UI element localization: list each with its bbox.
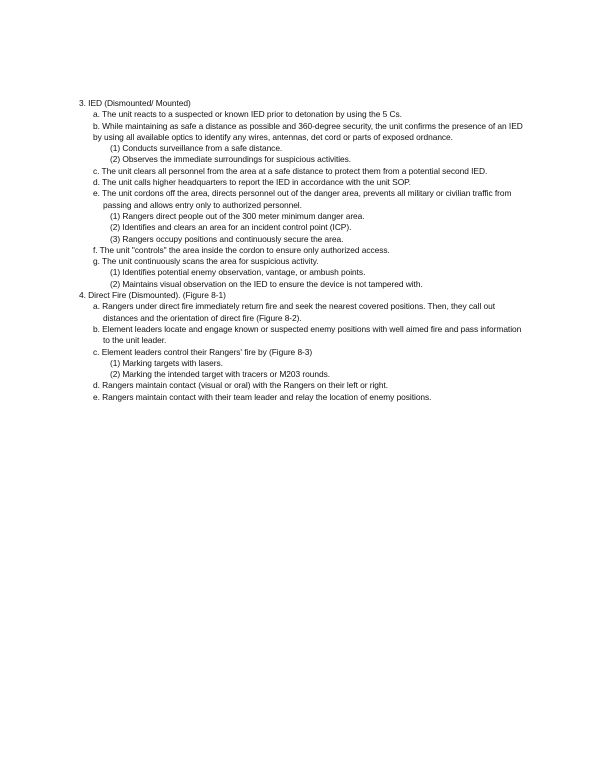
section-heading: 4. Direct Fire (Dismounted). (Figure 8-1) [79, 290, 226, 301]
list-item: g. The unit continuously scans the area for suspicious activity. [93, 256, 319, 267]
list-item-continuation: by using all available optics to identify any wires, antennas, det cord or parts of exposed ordnance. [93, 131, 453, 142]
sub-item: (1) Marking targets with lasers. [110, 357, 223, 368]
sub-item: (3) Rangers occupy positions and continuously secure the area. [110, 233, 344, 244]
sub-item: (2) Marking the intended target with tracers or M203 rounds. [110, 369, 330, 380]
list-item: b. Element leaders locate and engage known or suspected enemy positions with well aimed fire and pass information [93, 323, 522, 334]
list-item-continuation: distances and the orientation of direct fire (Figure 8-2). [103, 312, 302, 323]
list-item: a. Rangers under direct fire immediately return fire and seek the nearest covered positions. Then, they call out [93, 301, 496, 312]
section-heading: 3. IED (Dismounted/ Mounted) [79, 98, 191, 108]
list-item: f. The unit "controls" the area inside the cordon to ensure only authorized access. [93, 244, 390, 255]
list-item: b. While maintaining as safe a distance as possible and 360-degree security, the unit confirms the presence of an IED [93, 120, 523, 131]
sub-item: (2) Identifies and clears an area for an incident control point (ICP). [110, 222, 352, 233]
list-item: e. Rangers maintain contact with their team leader and relay the location of enemy positions. [93, 391, 432, 402]
list-item-continuation: to the unit leader. [103, 335, 167, 346]
list-item: c. Element leaders control their Rangers' fire by (Figure 8-3) [93, 346, 313, 357]
list-item: c. The unit clears all personnel from the area at a safe distance to protect them from a potential second IED. [93, 165, 488, 176]
document-body [0, 98, 600, 403]
list-item-continuation: passing and allows entry only to authorized personnel. [103, 199, 302, 210]
sub-item: (2) Observes the immediate surroundings for suspicious activities. [110, 154, 352, 165]
sub-item: (2) Maintains visual observation on the IED to ensure the device is not tampered with. [110, 278, 423, 289]
list-item: e. The unit cordons off the area, directs personnel out of the danger area, prevents all military or civilian traffic from [93, 188, 512, 199]
list-item: d. Rangers maintain contact (visual or oral) with the Rangers on their left or right. [93, 380, 389, 391]
list-item: a. The unit reacts to a suspected or known IED prior to detonation by using the 5 Cs. [93, 109, 402, 120]
sub-item: (1) Conducts surveillance from a safe distance. [110, 143, 283, 154]
sub-item: (1) Identifies potential enemy observation, vantage, or ambush points. [110, 267, 366, 278]
list-item: d. The unit calls higher headquarters to report the IED in accordance with the unit SOP. [93, 177, 411, 188]
sub-item: (1) Rangers direct people out of the 300 meter minimum danger area. [110, 210, 365, 221]
